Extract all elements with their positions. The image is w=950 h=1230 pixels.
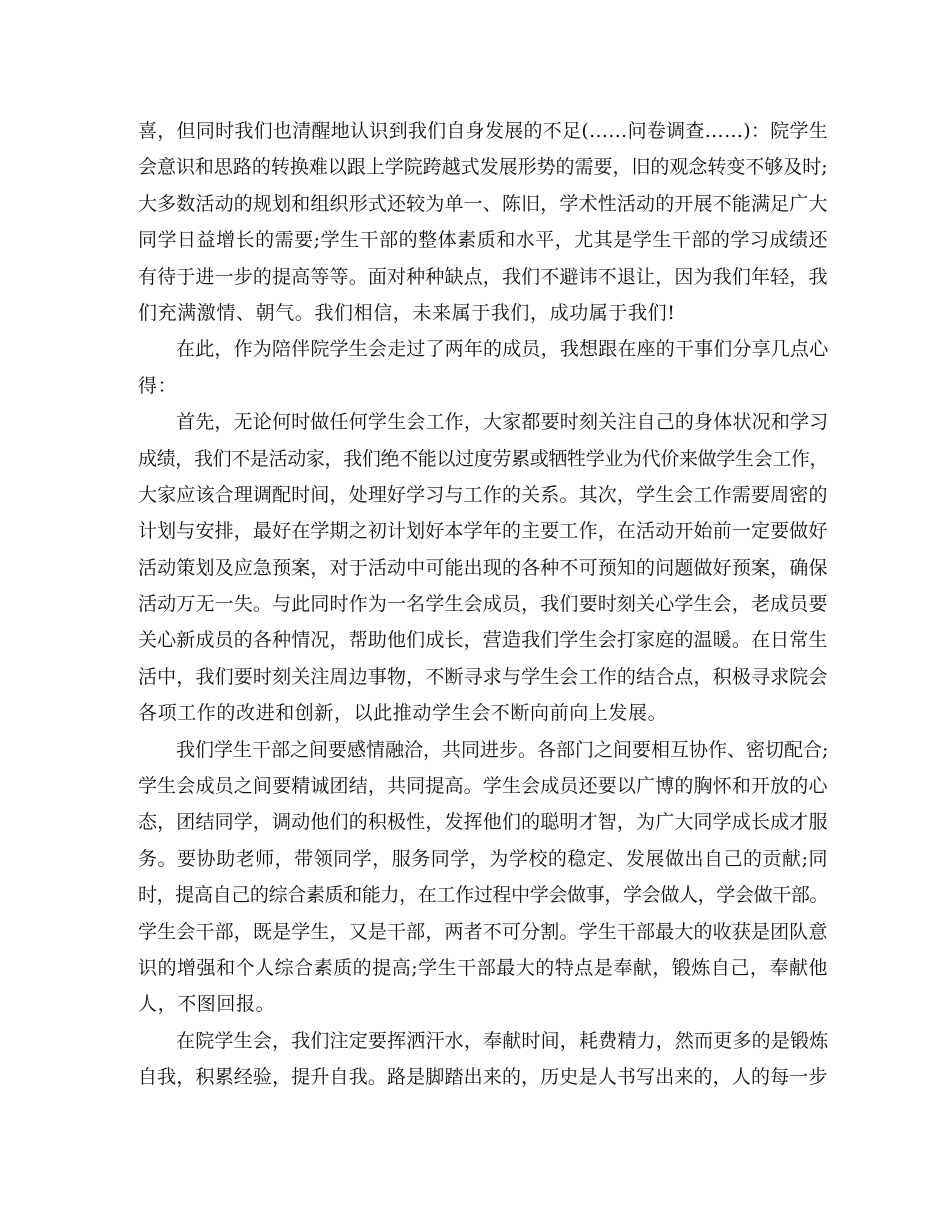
text-line: 时，提高自己的综合素质和能力，在工作过程中学会做事，学会做人，学会做干部。 xyxy=(138,884,829,907)
text-line: 同学日益增长的需要;学生干部的整体素质和水平，尤其是学生干部的学习成绩还 xyxy=(138,229,829,252)
text-line: 计划与安排，最好在学期之初计划好本学年的主要工作，在活动开始前一定要做好 xyxy=(138,520,828,543)
text-line: 成绩，我们不是活动家，我们绝不能以过度劳累或牺牲学业为代价来做学生会工作， xyxy=(138,447,829,470)
document-body xyxy=(138,113,829,1096)
paragraph-first-line: 在院学生会，我们注定要挥洒汗水，奉献时间，耗费精力，然而更多的是锻炼 xyxy=(176,1029,829,1052)
text-line: 学生会干部，既是学生，又是干部，两者不可分割。学生干部最大的收获是团队意 xyxy=(138,920,828,943)
text-line: 大家应该合理调配时间，处理好学习与工作的关系。其次，学生会工作需要周密的 xyxy=(138,483,828,506)
text-line: 活动万无一失。与此同时作为一名学生会成员，我们要时刻关心学生会，老成员要 xyxy=(138,593,828,616)
text-line: 学生会成员之间要精诚团结，共同提高。学生会成员还要以广博的胸怀和开放的心 xyxy=(138,775,828,798)
text-line: 大多数活动的规划和组织形式还较为单一、陈旧，学术性活动的开展不能满足广大 xyxy=(138,192,828,215)
text-line: 活中，我们要时刻关注周边事物，不断寻求与学生会工作的结合点，积极寻求院会 xyxy=(138,665,828,688)
text-line: 自我，积累经验，提升自我。路是脚踏出来的，历史是人书写出来的，人的每一步 xyxy=(138,1066,828,1089)
text-line: 会意识和思路的转换难以跟上学院跨越式发展形势的需要，旧的观念转变不够及时; xyxy=(138,156,828,179)
text-line: 态，团结同学，调动他们的积极性，发挥他们的聪明才智，为广大同学成长成才服 xyxy=(138,811,828,834)
paragraph-first-line: 在此，作为陪伴院学生会走过了两年的成员，我想跟在座的干事们分享几点心 xyxy=(176,338,829,361)
text-line: 人，不图回报。 xyxy=(138,993,276,1016)
text-line: 有待于进一步的提高等等。面对种种缺点，我们不避讳不退让，因为我们年轻，我 xyxy=(138,265,828,288)
text-line: 识的增强和个人综合素质的提高;学生干部最大的特点是奉献，锻炼自己，奉献他 xyxy=(138,956,829,979)
text-line: 务。要协助老师，带领同学，服务同学，为学校的稳定、发展做出自己的贡献;同 xyxy=(138,847,829,870)
paragraph-first-line: 首先，无论何时做任何学生会工作，大家都要时刻关注自己的身体状况和学习 xyxy=(176,411,829,434)
text-line: 们充满激情、朝气。我们相信，未来属于我们，成功属于我们! xyxy=(138,301,676,324)
text-line: 得： xyxy=(138,374,178,397)
text-line: 各项工作的改进和创新，以此推动学生会不断向前向上发展。 xyxy=(138,702,668,725)
text-line: 关心新成员的各种情况，帮助他们成长，营造我们学生会打家庭的温暖。在日常生 xyxy=(138,629,828,652)
text-line: 喜，但同时我们也清醒地认识到我们自身发展的不足(……问卷调查……)：院学生 xyxy=(138,120,829,142)
paragraph-first-line: 我们学生干部之间要感情融洽，共同进步。各部门之间要相互协作、密切配合; xyxy=(176,738,829,761)
text-line: 活动策划及应急预案，对于活动中可能出现的各种不可预知的问题做好预案，确保 xyxy=(138,556,828,579)
